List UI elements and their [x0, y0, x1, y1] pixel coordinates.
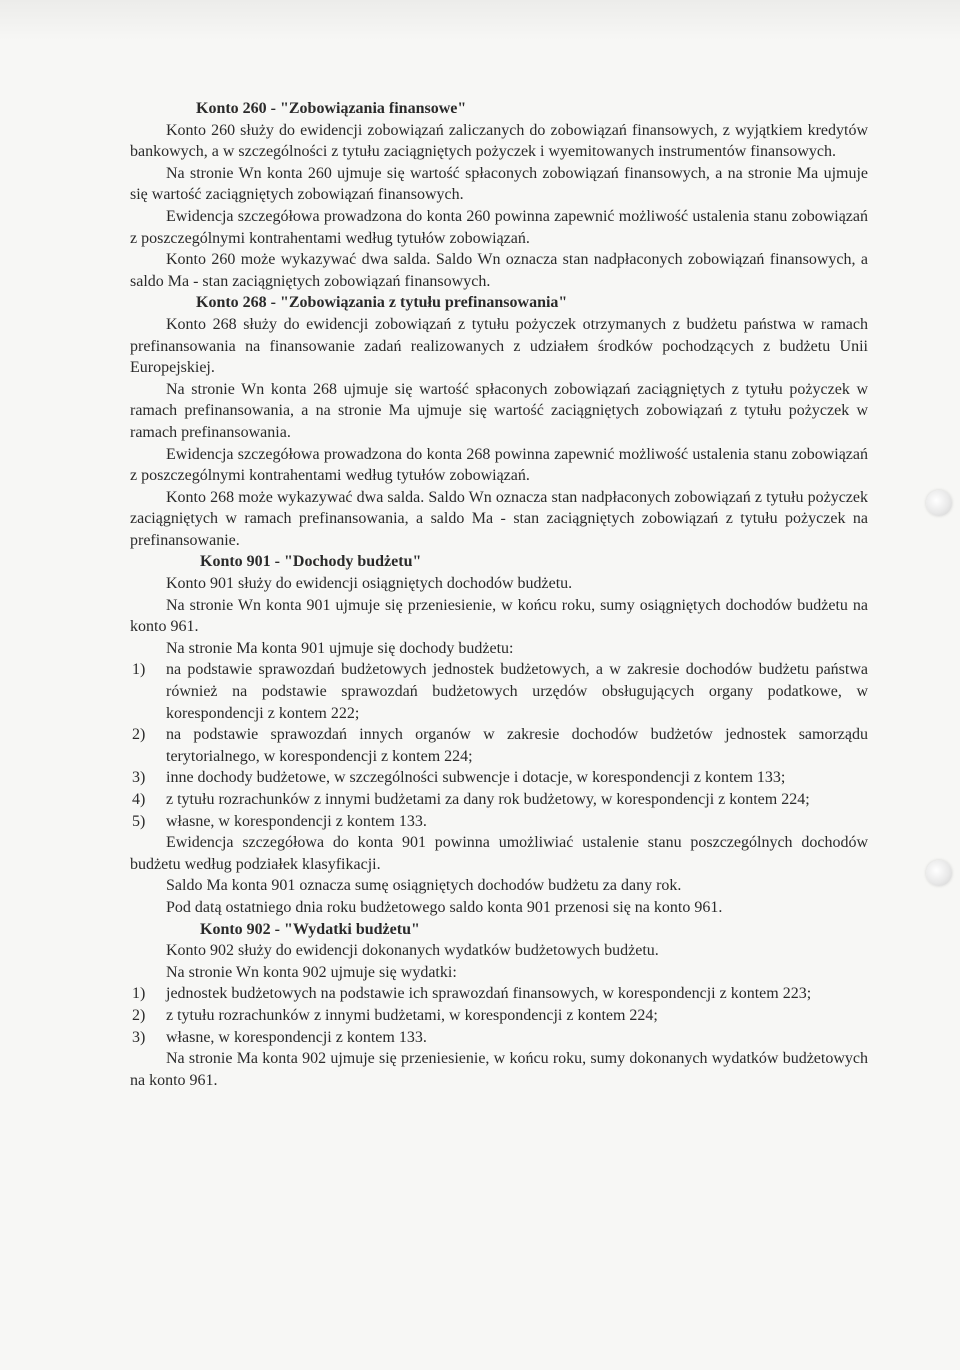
paragraph: Na stronie Ma konta 902 ujmuje się przeniesienie, w końcu roku, sumy dokonanych wydatków budżetowych na konto 961.	[130, 1050, 868, 1089]
paragraph: Na stronie Wn konta 901 ujmuje się przeniesienie, w końcu roku, sumy osiągniętych dochodów budżetu na konto 961.	[130, 596, 868, 636]
list-number: 2)	[132, 1006, 146, 1024]
section-title-901: Konto 901 - "Dochody budżetu"	[200, 553, 422, 571]
list-number: 2)	[132, 726, 146, 744]
list-item	[130, 811, 868, 833]
list-text: własne, w korespondencji z kontem 133.	[166, 812, 427, 830]
list-text: własne, w korespondencji z kontem 133.	[166, 1028, 427, 1046]
section-title-902: Konto 902 - "Wydatki budżetu"	[200, 920, 420, 938]
paragraph: Na stronie Ma konta 901 ujmuje się dochody budżetu:	[166, 639, 514, 657]
list-number: 1)	[132, 661, 146, 679]
list-item	[130, 659, 868, 724]
list-item	[130, 789, 868, 811]
list-number: 3)	[132, 1028, 146, 1046]
paragraph: Ewidencja szczegółowa do konta 901 powinna umożliwiać ustalenie stanu poszczególnych dochodów budżetu według podziałek klasyfikacji.	[130, 834, 868, 873]
list-item	[130, 724, 868, 767]
list-text: inne dochody budżetowe, w szczególności subwencje i dotacje, w korespondencji z kontem 133;	[166, 769, 786, 787]
paragraph: Konto 901 służy do ewidencji osiągniętych dochodów budżetu.	[166, 575, 573, 593]
section-title-268: Konto 268 - "Zobowiązania z tytułu prefinansowania"	[196, 294, 568, 312]
document-body	[130, 98, 868, 1091]
list-item	[130, 983, 868, 1005]
paragraph: Pod datą ostatniego dnia roku budżetowego saldo konta 901 przenosi się na konto 961.	[166, 898, 723, 916]
list-text: na podstawie sprawozdań innych organów w zakresie dochodów budżetów jednostek samorządu terytorialnego, w korespondencji z kontem 224;	[166, 726, 868, 765]
list-item	[130, 767, 868, 789]
list-text: z tytułu rozrachunków z innymi budżetami za dany rok budżetowy, w korespondencji z kontem 224;	[166, 791, 810, 808]
paragraph: Konto 260 służy do ewidencji zobowiązań zaliczanych do zobowiązań finansowych, z wyjątkiem kredytów bankowych, a w szczególności z tytułu zaciągniętych pożyczek i wyemitowanych instrumentów finansowych.	[130, 121, 868, 161]
paragraph: Ewidencja szczegółowa prowadzona do konta 268 powinna zapewnić możliwość ustalenia stanu zobowiązań z poszczególnymi kontrahentami według tytułów zobowiązań.	[130, 445, 868, 485]
list-text: na podstawie sprawozdań budżetowych jednostek budżetowych, a w zakresie dochodów budżetu państwa również na podstawie sprawozdań budżetowych urzędów obsługujących organy podatkowe, w korespondencji z kontem 222;	[166, 661, 868, 722]
paragraph: Konto 260 może wykazywać dwa salda. Saldo Wn oznacza stan nadpłaconych zobowiązań finansowych, a saldo Ma - stan zaciągniętych zobowiązań finansowych.	[130, 251, 868, 290]
paragraph: Na stronie Wn konta 260 ujmuje się wartość spłaconych zobowiązań finansowych, a na stronie Ma ujmuje się wartość zaciągniętych zobowiązań finansowych.	[130, 164, 868, 204]
list-number: 4)	[132, 791, 146, 808]
paragraph: Ewidencja szczegółowa prowadzona do konta 260 powinna zapewnić możliwość ustalenia stanu zobowiązań z poszczególnymi kontrahentami według tytułów zobowiązań.	[130, 207, 868, 247]
list-item	[130, 1005, 868, 1027]
list-item	[130, 1027, 868, 1049]
paragraph: Konto 268 może wykazywać dwa salda. Saldo Wn oznacza stan nadpłaconych zobowiązań z tytułu pożyczek zaciągniętych w ramach prefinansowania, a saldo Ma - stan zaciągniętych zobowiązań z tytułu pożyczek na prefinansowanie.	[130, 488, 868, 549]
paragraph: Na stronie Wn konta 268 ujmuje się wartość spłaconych zobowiązań zaciągniętych z tytułu pożyczek w ramach prefinansowania, a na stronie Ma ujmuje się wartość zaciągniętych zobowiązań z tytułu pożyczek w ramach prefinansowania.	[130, 380, 868, 441]
paragraph: Konto 902 służy do ewidencji dokonanych wydatków budżetowych budżetu.	[166, 942, 659, 960]
list-text: jednostek budżetowych na podstawie ich sprawozdań finansowych, w korespondencji z kontem 223;	[166, 985, 812, 1003]
paragraph: Na stronie Wn konta 902 ujmuje się wydatki:	[166, 963, 457, 981]
punch-hole	[926, 860, 952, 886]
punch-hole	[926, 490, 952, 516]
paragraph: Konto 268 służy do ewidencji zobowiązań z tytułu pożyczek otrzymanych z budżetu państwa w ramach prefinansowania na finansowanie zadań realizowanych z udziałem środków pochodzących z budżetu Unii Europejskiej.	[130, 315, 868, 377]
scan-edge-shadow	[0, 0, 960, 40]
list-number: 5)	[132, 812, 146, 830]
list-text: z tytułu rozrachunków z innymi budżetami, w korespondencji z kontem 224;	[166, 1006, 658, 1024]
section-title-260: Konto 260 - "Zobowiązania finansowe"	[196, 100, 467, 117]
paragraph: Saldo Ma konta 901 oznacza sumę osiągniętych dochodów budżetu za dany rok.	[166, 877, 682, 895]
list-number: 3)	[132, 769, 146, 787]
list-number: 1)	[132, 985, 146, 1003]
